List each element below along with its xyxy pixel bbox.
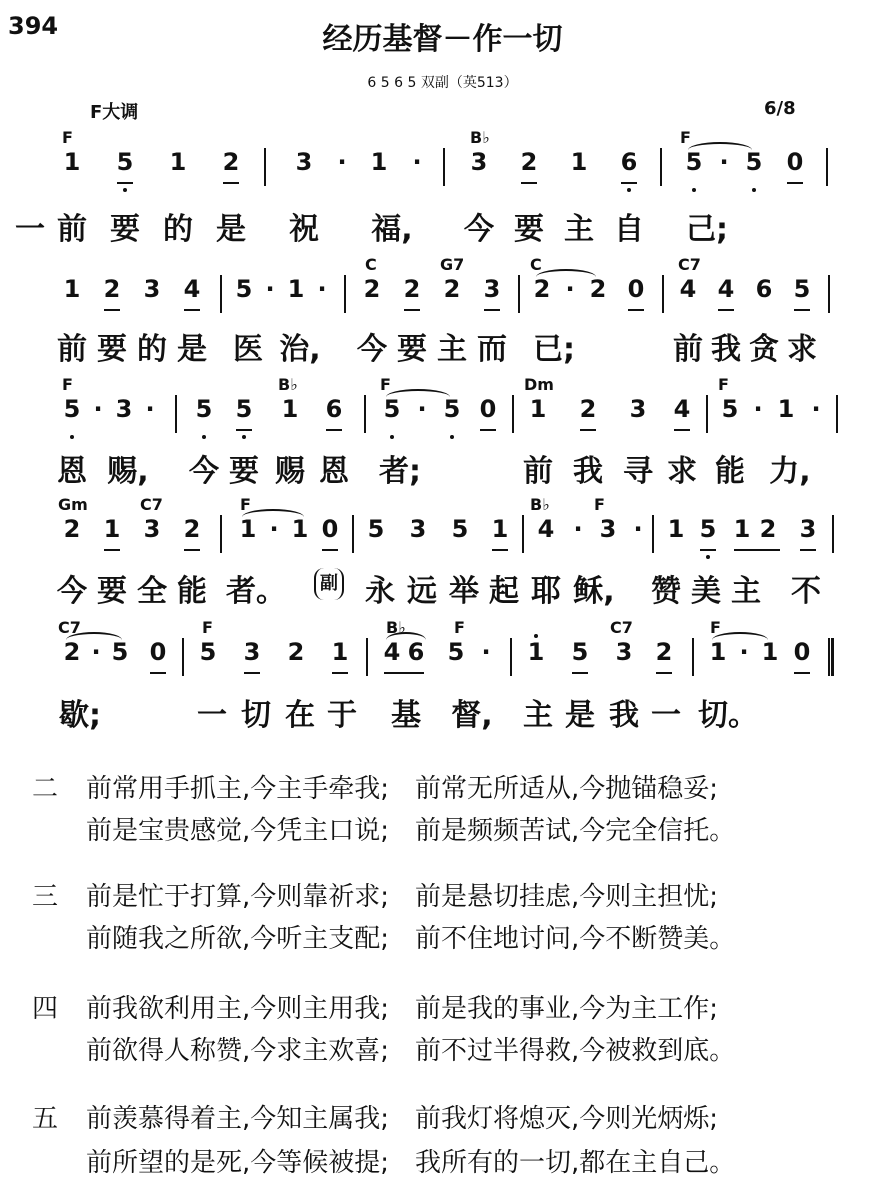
- barline: [660, 148, 662, 186]
- lyric: 不: [791, 574, 821, 609]
- note: 2: [63, 515, 81, 543]
- underline: [104, 549, 120, 551]
- lyric: 赐,: [107, 454, 149, 489]
- note: 5: [63, 395, 81, 423]
- underline: [223, 182, 239, 184]
- lyric: 已;: [533, 332, 575, 367]
- note: 5: [571, 638, 589, 666]
- meter-line: 6 5 6 5 双副（英513）: [367, 75, 518, 91]
- note: 5: [443, 395, 461, 423]
- note: 3: [243, 638, 261, 666]
- note: ·: [481, 638, 491, 666]
- underline: [404, 309, 420, 311]
- lyric: 今: [57, 574, 87, 609]
- lyric: 一: [15, 212, 45, 247]
- lyric: 的: [137, 332, 167, 367]
- chord: F: [240, 495, 251, 514]
- note: 1: [63, 275, 81, 303]
- chord: F: [62, 128, 73, 147]
- lyric: 恩: [319, 454, 349, 489]
- barline: [510, 638, 512, 676]
- underline: [718, 309, 734, 311]
- note: 2: [579, 395, 597, 423]
- note: 2: [363, 275, 381, 303]
- verse-line: 前是宝贵感觉,今凭主口说; 前是频频苦试,今完全信托。: [86, 816, 736, 846]
- note: 1: [777, 395, 795, 423]
- lyric: 赞: [651, 574, 681, 609]
- chord: B♭: [386, 618, 406, 637]
- verse-line: 前随我之所欲,今听主支配; 前不住地讨问,今不断赞美。: [86, 924, 736, 954]
- underline: [800, 549, 816, 551]
- note: 2: [403, 275, 421, 303]
- lyric: 求: [787, 332, 817, 367]
- lyric: 耶: [531, 574, 561, 609]
- lyric: 于: [327, 698, 357, 733]
- barline: [366, 638, 368, 676]
- note: 3: [143, 515, 161, 543]
- time-signature: 6/8: [764, 98, 796, 119]
- lyric: 医: [233, 332, 263, 367]
- lyric: 切: [241, 698, 271, 733]
- tie: [242, 509, 304, 525]
- chord: G7: [440, 255, 465, 274]
- note: ·: [145, 395, 155, 423]
- low-octave-dot: [627, 188, 631, 192]
- lyric: 一: [197, 698, 227, 733]
- note-row: [0, 148, 885, 188]
- underline: [322, 549, 338, 551]
- note: 1: [63, 148, 81, 176]
- lyric: 是: [565, 698, 595, 733]
- note: 2: [63, 638, 81, 666]
- verse-line: 前羡慕得着主,今知主属我; 前我灯将熄灭,今则光炳烁;: [86, 1104, 719, 1134]
- note: 0: [786, 148, 804, 176]
- note: 1: [281, 395, 299, 423]
- note: 5: [235, 275, 253, 303]
- high-octave-dot: [534, 634, 538, 638]
- note: 2: [222, 148, 240, 176]
- note: 1: [169, 148, 187, 176]
- lyric: 举: [449, 574, 479, 609]
- note: 6: [620, 148, 638, 176]
- chord: F: [718, 375, 729, 394]
- underline: [326, 429, 342, 431]
- chord: C: [365, 255, 377, 274]
- note: 5: [116, 148, 134, 176]
- chord: B♭: [470, 128, 490, 147]
- barline: [264, 148, 266, 186]
- barline: [652, 515, 654, 553]
- lyric-row: [0, 566, 885, 609]
- note: 4: [679, 275, 697, 303]
- underline: [700, 549, 716, 551]
- chord: F: [680, 128, 691, 147]
- chord: F: [380, 375, 391, 394]
- underline: [236, 429, 252, 431]
- chord: B♭: [278, 375, 298, 394]
- lyric: 贪: [749, 332, 779, 367]
- note: 2: [589, 275, 607, 303]
- lyric: 寻: [623, 454, 653, 489]
- low-octave-dot: [242, 435, 246, 439]
- note: ·: [739, 638, 749, 666]
- lyric-row: [0, 324, 885, 367]
- note: 4: [383, 638, 401, 666]
- lyric-row: [0, 204, 885, 247]
- lyric: 要: [514, 212, 544, 247]
- verse-number: 三: [32, 882, 59, 912]
- note: ·: [412, 148, 422, 176]
- lyric: 美: [691, 574, 721, 609]
- note: 1: [529, 395, 547, 423]
- lyric: 切。: [698, 698, 758, 733]
- note: ·: [719, 148, 729, 176]
- lyric: 主: [731, 574, 761, 609]
- note: 0: [149, 638, 167, 666]
- note: 5: [235, 395, 253, 423]
- chord: F: [202, 618, 213, 637]
- note: 5: [447, 638, 465, 666]
- lyric: 永: [365, 574, 395, 609]
- lyric: 恩: [57, 454, 87, 489]
- verse-number: 五: [32, 1104, 59, 1134]
- note: 1: [287, 275, 305, 303]
- verse-line: 前所望的是死,今等候被提; 我所有的一切,都在主自己。: [86, 1148, 736, 1178]
- barline: [832, 515, 834, 553]
- note: 5: [793, 275, 811, 303]
- lyric: 要: [97, 574, 127, 609]
- lyric: 前: [523, 454, 553, 489]
- note: 0: [321, 515, 339, 543]
- lyric: 是: [216, 212, 246, 247]
- note: 1: [733, 515, 751, 543]
- note: 5: [367, 515, 385, 543]
- note: 3: [599, 515, 617, 543]
- note: 2: [533, 275, 551, 303]
- underline: [492, 549, 508, 551]
- lyric: 力,: [769, 454, 811, 489]
- chord: C7: [58, 618, 81, 637]
- note: 2: [183, 515, 201, 543]
- chord: B♭: [530, 495, 550, 514]
- barline: [662, 275, 664, 313]
- note: 4: [673, 395, 691, 423]
- note: ·: [93, 395, 103, 423]
- note: 1: [667, 515, 685, 543]
- underline: [580, 429, 596, 431]
- note: ·: [633, 515, 643, 543]
- underline: [794, 672, 810, 674]
- lyric: 在: [285, 698, 315, 733]
- note: ·: [337, 148, 347, 176]
- barline: [220, 275, 222, 313]
- note: 6: [755, 275, 773, 303]
- low-octave-dot: [390, 435, 394, 439]
- note: ·: [573, 515, 583, 543]
- note-row: [0, 395, 885, 435]
- underline: [484, 309, 500, 311]
- note: 1: [527, 638, 545, 666]
- note: 5: [111, 638, 129, 666]
- hymn-number: 394: [8, 12, 59, 40]
- barline: [826, 148, 828, 186]
- lyric: 者;: [379, 454, 421, 489]
- note: 5: [199, 638, 217, 666]
- note: 1: [491, 515, 509, 543]
- barline: [518, 275, 520, 313]
- key-signature: F大调: [90, 102, 139, 123]
- verse-line: 前欲得人称赞,今求主欢喜; 前不过半得救,今被救到底。: [86, 1036, 736, 1066]
- lyric: 前: [57, 332, 87, 367]
- lyric: 主: [437, 332, 467, 367]
- barline: [364, 395, 366, 433]
- low-octave-dot: [706, 555, 710, 559]
- note: 1: [239, 515, 257, 543]
- tie: [386, 389, 450, 405]
- note: 5: [451, 515, 469, 543]
- lyric: 今: [189, 454, 219, 489]
- lyric: 我: [573, 454, 603, 489]
- lyric: 今: [464, 212, 494, 247]
- chord: C7: [678, 255, 701, 274]
- note: ·: [269, 515, 279, 543]
- note: 3: [115, 395, 133, 423]
- lyric-row: [0, 446, 885, 489]
- lyric: 己;: [686, 212, 728, 247]
- note: 5: [699, 515, 717, 543]
- chord: C: [530, 255, 542, 274]
- note: ·: [811, 395, 821, 423]
- lyric: 我: [609, 698, 639, 733]
- verse-line: 前是忙于打算,今则靠祈求; 前是悬切挂虑,今则主担忧;: [86, 882, 719, 912]
- tie: [536, 269, 596, 285]
- note: 3: [799, 515, 817, 543]
- lyric: 是: [177, 332, 207, 367]
- note: 1: [331, 638, 349, 666]
- tie: [688, 142, 752, 158]
- chord: F: [594, 495, 605, 514]
- barline: [836, 395, 838, 433]
- low-octave-dot: [450, 435, 454, 439]
- lyric-row: [0, 690, 885, 733]
- verse-line: 前我欲利用主,今则主用我; 前是我的事业,今为主工作;: [86, 994, 719, 1024]
- lyric: 自: [614, 212, 644, 247]
- note: 1: [761, 638, 779, 666]
- tie: [386, 632, 426, 648]
- note: 2: [103, 275, 121, 303]
- note: ·: [753, 395, 763, 423]
- note: 3: [409, 515, 427, 543]
- note: ·: [265, 275, 275, 303]
- refrain-marker: 副: [314, 568, 344, 600]
- lyric: 的: [163, 212, 193, 247]
- underline: [480, 429, 496, 431]
- note: 5: [685, 148, 703, 176]
- underline: [656, 672, 672, 674]
- lyric: 督,: [451, 698, 493, 733]
- note: 1: [709, 638, 727, 666]
- underline: [628, 309, 644, 311]
- note: 0: [627, 275, 645, 303]
- underline: [521, 182, 537, 184]
- chord: Gm: [58, 495, 88, 514]
- note: 4: [537, 515, 555, 543]
- underline: [332, 672, 348, 674]
- underline: [674, 429, 690, 431]
- barline: [828, 275, 830, 313]
- note-row: [0, 515, 885, 555]
- lyric: 要: [110, 212, 140, 247]
- lyric: 远: [407, 574, 437, 609]
- note: 5: [383, 395, 401, 423]
- lyric: 要: [397, 332, 427, 367]
- note: ·: [91, 638, 101, 666]
- note: 1: [291, 515, 309, 543]
- low-octave-dot: [123, 188, 127, 192]
- barline: [175, 395, 177, 433]
- underline: [184, 549, 200, 551]
- lyric: 稣,: [573, 574, 615, 609]
- underline: [794, 309, 810, 311]
- note: 1: [103, 515, 121, 543]
- lyric: 我: [711, 332, 741, 367]
- note: 2: [443, 275, 461, 303]
- note: 6: [325, 395, 343, 423]
- low-octave-dot: [692, 188, 696, 192]
- note: 3: [470, 148, 488, 176]
- barline: [443, 148, 445, 186]
- lyric: 要: [97, 332, 127, 367]
- underline: [104, 309, 120, 311]
- note: 4: [183, 275, 201, 303]
- note: 5: [195, 395, 213, 423]
- barline: [512, 395, 514, 433]
- underline: [787, 182, 803, 184]
- barline: [692, 638, 694, 676]
- lyric: 一: [651, 698, 681, 733]
- note: 3: [615, 638, 633, 666]
- lyric: 者。: [226, 574, 286, 609]
- lyric: 赐: [275, 454, 305, 489]
- note: 5: [745, 148, 763, 176]
- chord: F: [62, 375, 73, 394]
- verse-number: 二: [32, 774, 59, 804]
- chord: Dm: [524, 375, 554, 394]
- underline: [150, 672, 166, 674]
- note-row: [0, 638, 885, 678]
- lyric: 主: [564, 212, 594, 247]
- underline: [244, 672, 260, 674]
- note: 1: [570, 148, 588, 176]
- note: 3: [143, 275, 161, 303]
- note: ·: [565, 275, 575, 303]
- underline: [184, 309, 200, 311]
- chord: C7: [140, 495, 163, 514]
- lyric: 全: [137, 574, 167, 609]
- note: 0: [479, 395, 497, 423]
- barline: [220, 515, 222, 553]
- note: ·: [417, 395, 427, 423]
- lyric: 今: [357, 332, 387, 367]
- barline: [352, 515, 354, 553]
- note: 5: [721, 395, 739, 423]
- underline: [621, 182, 637, 184]
- final-barline: [828, 638, 834, 676]
- lyric: 能: [715, 454, 745, 489]
- chord: C7: [610, 618, 633, 637]
- underline: [117, 182, 133, 184]
- lyric: 基: [391, 698, 421, 733]
- note: 4: [717, 275, 735, 303]
- chord: F: [454, 618, 465, 637]
- tie: [712, 632, 768, 648]
- verse-number: 四: [32, 994, 59, 1024]
- low-octave-dot: [752, 188, 756, 192]
- underline: [572, 672, 588, 674]
- note: 3: [629, 395, 647, 423]
- barline: [522, 515, 524, 553]
- barline: [182, 638, 184, 676]
- lyric: 求: [667, 454, 697, 489]
- lyric: 起: [489, 574, 519, 609]
- tie: [66, 632, 122, 648]
- lyric: 要: [229, 454, 259, 489]
- note: 3: [483, 275, 501, 303]
- lyric: 能: [177, 574, 207, 609]
- lyric: 前: [57, 212, 87, 247]
- chord: F: [710, 618, 721, 637]
- note: 2: [759, 515, 777, 543]
- barline: [706, 395, 708, 433]
- lyric: 主: [523, 698, 553, 733]
- hymn-title: 经历基督－作一切: [322, 22, 563, 57]
- underline: [734, 549, 780, 551]
- verse-line: 前常用手抓主,今主手牵我; 前常无所适从,今抛锚稳妥;: [86, 774, 719, 804]
- lyric: 前: [673, 332, 703, 367]
- underline: [384, 672, 424, 674]
- note: 2: [287, 638, 305, 666]
- low-octave-dot: [70, 435, 74, 439]
- lyric: 福,: [371, 212, 413, 247]
- lyric: 祝: [289, 212, 319, 247]
- barline: [344, 275, 346, 313]
- note: 2: [655, 638, 673, 666]
- note: 2: [520, 148, 538, 176]
- lyric: 治,: [279, 332, 321, 367]
- lyric: 而: [477, 332, 507, 367]
- note: ·: [317, 275, 327, 303]
- note: 1: [370, 148, 388, 176]
- note-row: [0, 275, 885, 315]
- lyric: 歇;: [59, 698, 101, 733]
- low-octave-dot: [202, 435, 206, 439]
- note: 3: [295, 148, 313, 176]
- note: 0: [793, 638, 811, 666]
- note: 6: [407, 638, 425, 666]
